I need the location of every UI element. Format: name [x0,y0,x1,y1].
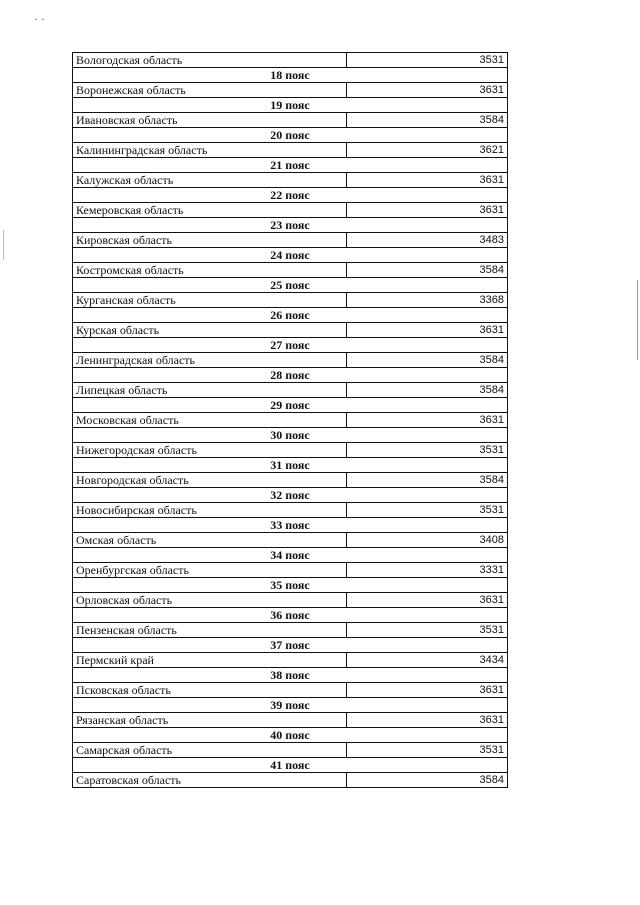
zone-header-row [73,758,508,773]
region-name-cell: Омская область [73,533,347,548]
zone-header: 22 пояс [73,188,508,203]
region-name-cell: Новгородская область [73,473,347,488]
zone-header: 19 пояс [73,98,508,113]
region-name-cell: Оренбургская область [73,563,347,578]
region-value-cell: 3621 [347,143,508,158]
zone-header-row [73,728,508,743]
region-row [73,353,508,368]
zone-header-row [73,338,508,353]
region-row [73,773,508,788]
region-row [73,263,508,278]
region-value-cell: 3631 [347,173,508,188]
zones-table-body [73,53,508,788]
zone-header: 26 пояс [73,308,508,323]
region-row [73,173,508,188]
region-name-cell: Орловская область [73,593,347,608]
zone-header: 18 пояс [73,68,508,83]
region-value-cell: 3631 [347,683,508,698]
region-row [73,593,508,608]
region-name-cell: Вологодская область [73,53,347,68]
zone-header-row [73,368,508,383]
region-value-cell: 3584 [347,383,508,398]
region-row [73,83,508,98]
region-row [73,203,508,218]
zone-header-row [73,518,508,533]
region-row [73,623,508,638]
zone-header: 28 пояс [73,368,508,383]
zone-header-row [73,98,508,113]
region-name-cell: Самарская область [73,743,347,758]
region-name-cell: Кировская область [73,233,347,248]
region-row [73,143,508,158]
region-value-cell: 3408 [347,533,508,548]
zone-header: 38 пояс [73,668,508,683]
region-name-cell: Кемеровская область [73,203,347,218]
region-value-cell: 3531 [347,53,508,68]
region-name-cell: Курганская область [73,293,347,308]
zone-header-row [73,578,508,593]
zone-header-row [73,428,508,443]
region-value-cell: 3584 [347,773,508,788]
region-row [73,53,508,68]
zone-header: 32 пояс [73,488,508,503]
region-name-cell: Калужская область [73,173,347,188]
zone-header-row [73,218,508,233]
region-value-cell: 3631 [347,713,508,728]
region-name-cell: Нижегородская область [73,443,347,458]
region-name-cell: Новосибирская область [73,503,347,518]
region-value-cell: 3531 [347,743,508,758]
zone-header: 40 пояс [73,728,508,743]
region-row [73,113,508,128]
zone-header-row [73,308,508,323]
zone-header: 35 пояс [73,578,508,593]
region-value-cell: 3483 [347,233,508,248]
zone-header: 27 пояс [73,338,508,353]
region-row [73,293,508,308]
region-name-cell: Пермский край [73,653,347,668]
zone-header-row [73,248,508,263]
zone-header: 39 пояс [73,698,508,713]
region-value-cell: 3531 [347,443,508,458]
region-name-cell: Воронежская область [73,83,347,98]
zone-header-row [73,188,508,203]
zone-header-row [73,488,508,503]
region-row [73,743,508,758]
region-name-cell: Калининградская область [73,143,347,158]
region-row [73,413,508,428]
region-row [73,323,508,338]
region-name-cell: Пензенская область [73,623,347,638]
zone-header: 37 пояс [73,638,508,653]
zone-header: 31 пояс [73,458,508,473]
region-value-cell: 3434 [347,653,508,668]
zone-header: 33 пояс [73,518,508,533]
region-row [73,713,508,728]
region-row [73,533,508,548]
region-value-cell: 3631 [347,593,508,608]
region-row [73,503,508,518]
region-value-cell: 3331 [347,563,508,578]
zone-header: 20 пояс [73,128,508,143]
zone-header-row [73,398,508,413]
zone-header-row [73,128,508,143]
region-name-cell: Московская область [73,413,347,428]
region-value-cell: 3631 [347,413,508,428]
zone-header-row [73,158,508,173]
region-row [73,233,508,248]
scan-edge-line-left [3,230,4,260]
zone-header: 34 пояс [73,548,508,563]
region-value-cell: 3584 [347,353,508,368]
region-value-cell: 3368 [347,293,508,308]
region-value-cell: 3584 [347,263,508,278]
zone-header-row [73,68,508,83]
zone-header: 21 пояс [73,158,508,173]
region-row [73,473,508,488]
region-name-cell: Ленинградская область [73,353,347,368]
zone-header-row [73,608,508,623]
region-name-cell: Рязанская область [73,713,347,728]
region-row [73,443,508,458]
region-name-cell: Костромская область [73,263,347,278]
region-value-cell: 3584 [347,473,508,488]
zone-header: 24 пояс [73,248,508,263]
zone-header: 29 пояс [73,398,508,413]
zone-header: 23 пояс [73,218,508,233]
region-value-cell: 3531 [347,623,508,638]
region-name-cell: Липецкая область [73,383,347,398]
zone-header-row [73,698,508,713]
region-value-cell: 3631 [347,323,508,338]
zone-header: 25 пояс [73,278,508,293]
region-name-cell: Курская область [73,323,347,338]
region-value-cell: 3631 [347,83,508,98]
zone-header: 36 пояс [73,608,508,623]
region-value-cell: 3531 [347,503,508,518]
region-name-cell: Ивановская область [73,113,347,128]
region-row [73,683,508,698]
region-row [73,563,508,578]
region-name-cell: Саратовская область [73,773,347,788]
region-row [73,383,508,398]
zone-header-row [73,638,508,653]
zone-header-row [73,278,508,293]
region-row [73,653,508,668]
scan-edge-line [637,280,638,360]
zone-header: 30 пояс [73,428,508,443]
region-value-cell: 3631 [347,203,508,218]
zone-header-row [73,668,508,683]
scan-mark: · · [34,12,45,26]
zone-header: 41 пояс [73,758,508,773]
zone-header-row [73,458,508,473]
region-value-cell: 3584 [347,113,508,128]
zones-table [72,52,508,788]
region-name-cell: Псковская область [73,683,347,698]
zone-header-row [73,548,508,563]
